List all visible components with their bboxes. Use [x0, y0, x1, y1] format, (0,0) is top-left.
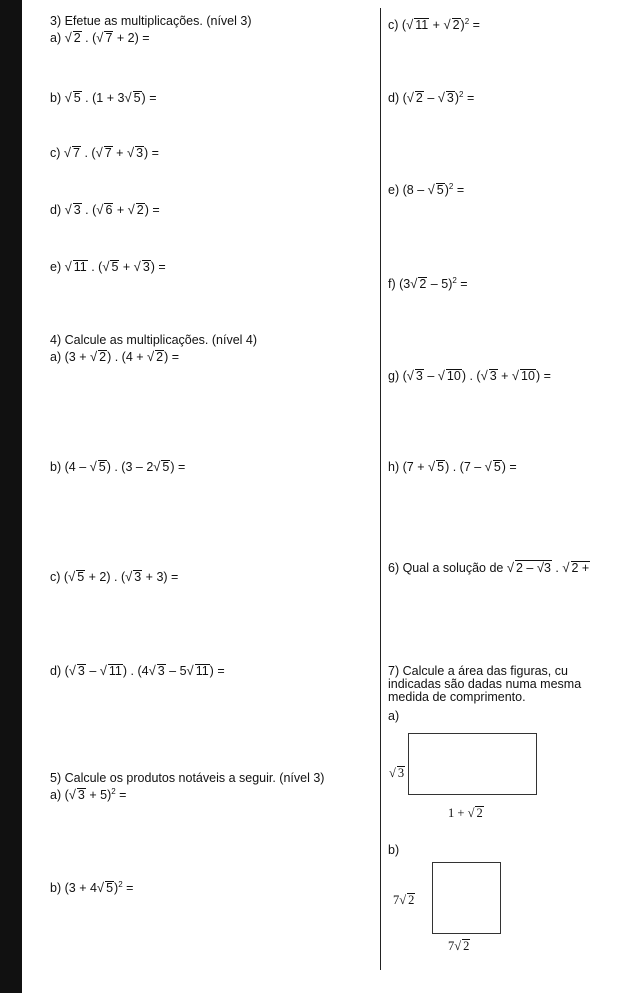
square-b-height-label: 7√ 2: [393, 893, 415, 907]
q5-title: 5) Calcule os produtos notáveis a seguir. (nível 3): [50, 771, 325, 785]
q3-right-g: g) (√ 3 – √ 10) . (√ 3 + √ 10) =: [388, 368, 551, 383]
column-divider: [380, 8, 381, 970]
q3-a: a) √ 2 . (√ 7 + 2) =: [50, 30, 150, 45]
q5-b: b) (3 + 4√ 5)$^2$ =: [50, 879, 134, 895]
q7-line1: 7) Calcule a área das figuras, cu: [388, 664, 568, 678]
rect-a-width-label: 1 + √ 2: [448, 806, 483, 820]
q3-d: d) √ 3 . (√ 6 + √ 2) =: [50, 202, 160, 217]
q3-right-d: d) (√ 2 – √ 3)$^2$ =: [388, 89, 475, 105]
q4-c: c) (√ 5 + 2) . (√ 3 + 3) =: [50, 569, 179, 584]
q7-b-label: b): [388, 843, 400, 857]
q7-line2: indicadas são dadas numa mesma: [388, 677, 582, 691]
q3-c: c) √ 7 . (√ 7 + √ 3) =: [50, 145, 159, 160]
q4-b: b) (4 – √ 5) . (3 – 2√ 5) =: [50, 459, 186, 474]
square-figure-b: [432, 862, 501, 934]
rectangle-figure-a: [408, 733, 537, 795]
q4-d: d) (√ 3 – √ 11) . (4√ 3 – 5√ 11) =: [50, 663, 225, 678]
q3-right-c: c) (√ 11 + √ 2)$^2$ =: [388, 16, 480, 32]
rect-a-height-label: √ 3: [389, 766, 405, 780]
q7-a-label: a): [388, 709, 400, 723]
q3-b: b) √ 5 . (1 + 3√ 5) =: [50, 90, 157, 105]
q4-title: 4) Calcule as multiplicações. (nível 4): [50, 333, 258, 347]
q5-a: a) (√ 3 + 5)$^2$ =: [50, 786, 127, 802]
q3-right-h: h) (7 + √ 5) . (7 – √ 5) =: [388, 459, 517, 474]
q6-question: 6) Qual a solução de √ 2 – √3 . √ 2 +: [388, 560, 590, 575]
q4-a: a) (3 + √ 2) . (4 + √ 2) =: [50, 349, 180, 364]
q3-right-e: e) (8 – √ 5)$^2$ =: [388, 181, 465, 197]
q3-e: e) √ 11 . (√ 5 + √ 3) =: [50, 259, 166, 274]
square-b-width-label: 7√ 2: [448, 939, 470, 953]
left-dark-edge: [0, 0, 22, 993]
q7-line3: medida de comprimento.: [388, 690, 526, 704]
q3-right-f: f) (3√ 2 – 5)$^2$ =: [388, 275, 468, 291]
q3-title: 3) Efetue as multiplicações. (nível 3): [50, 14, 252, 28]
